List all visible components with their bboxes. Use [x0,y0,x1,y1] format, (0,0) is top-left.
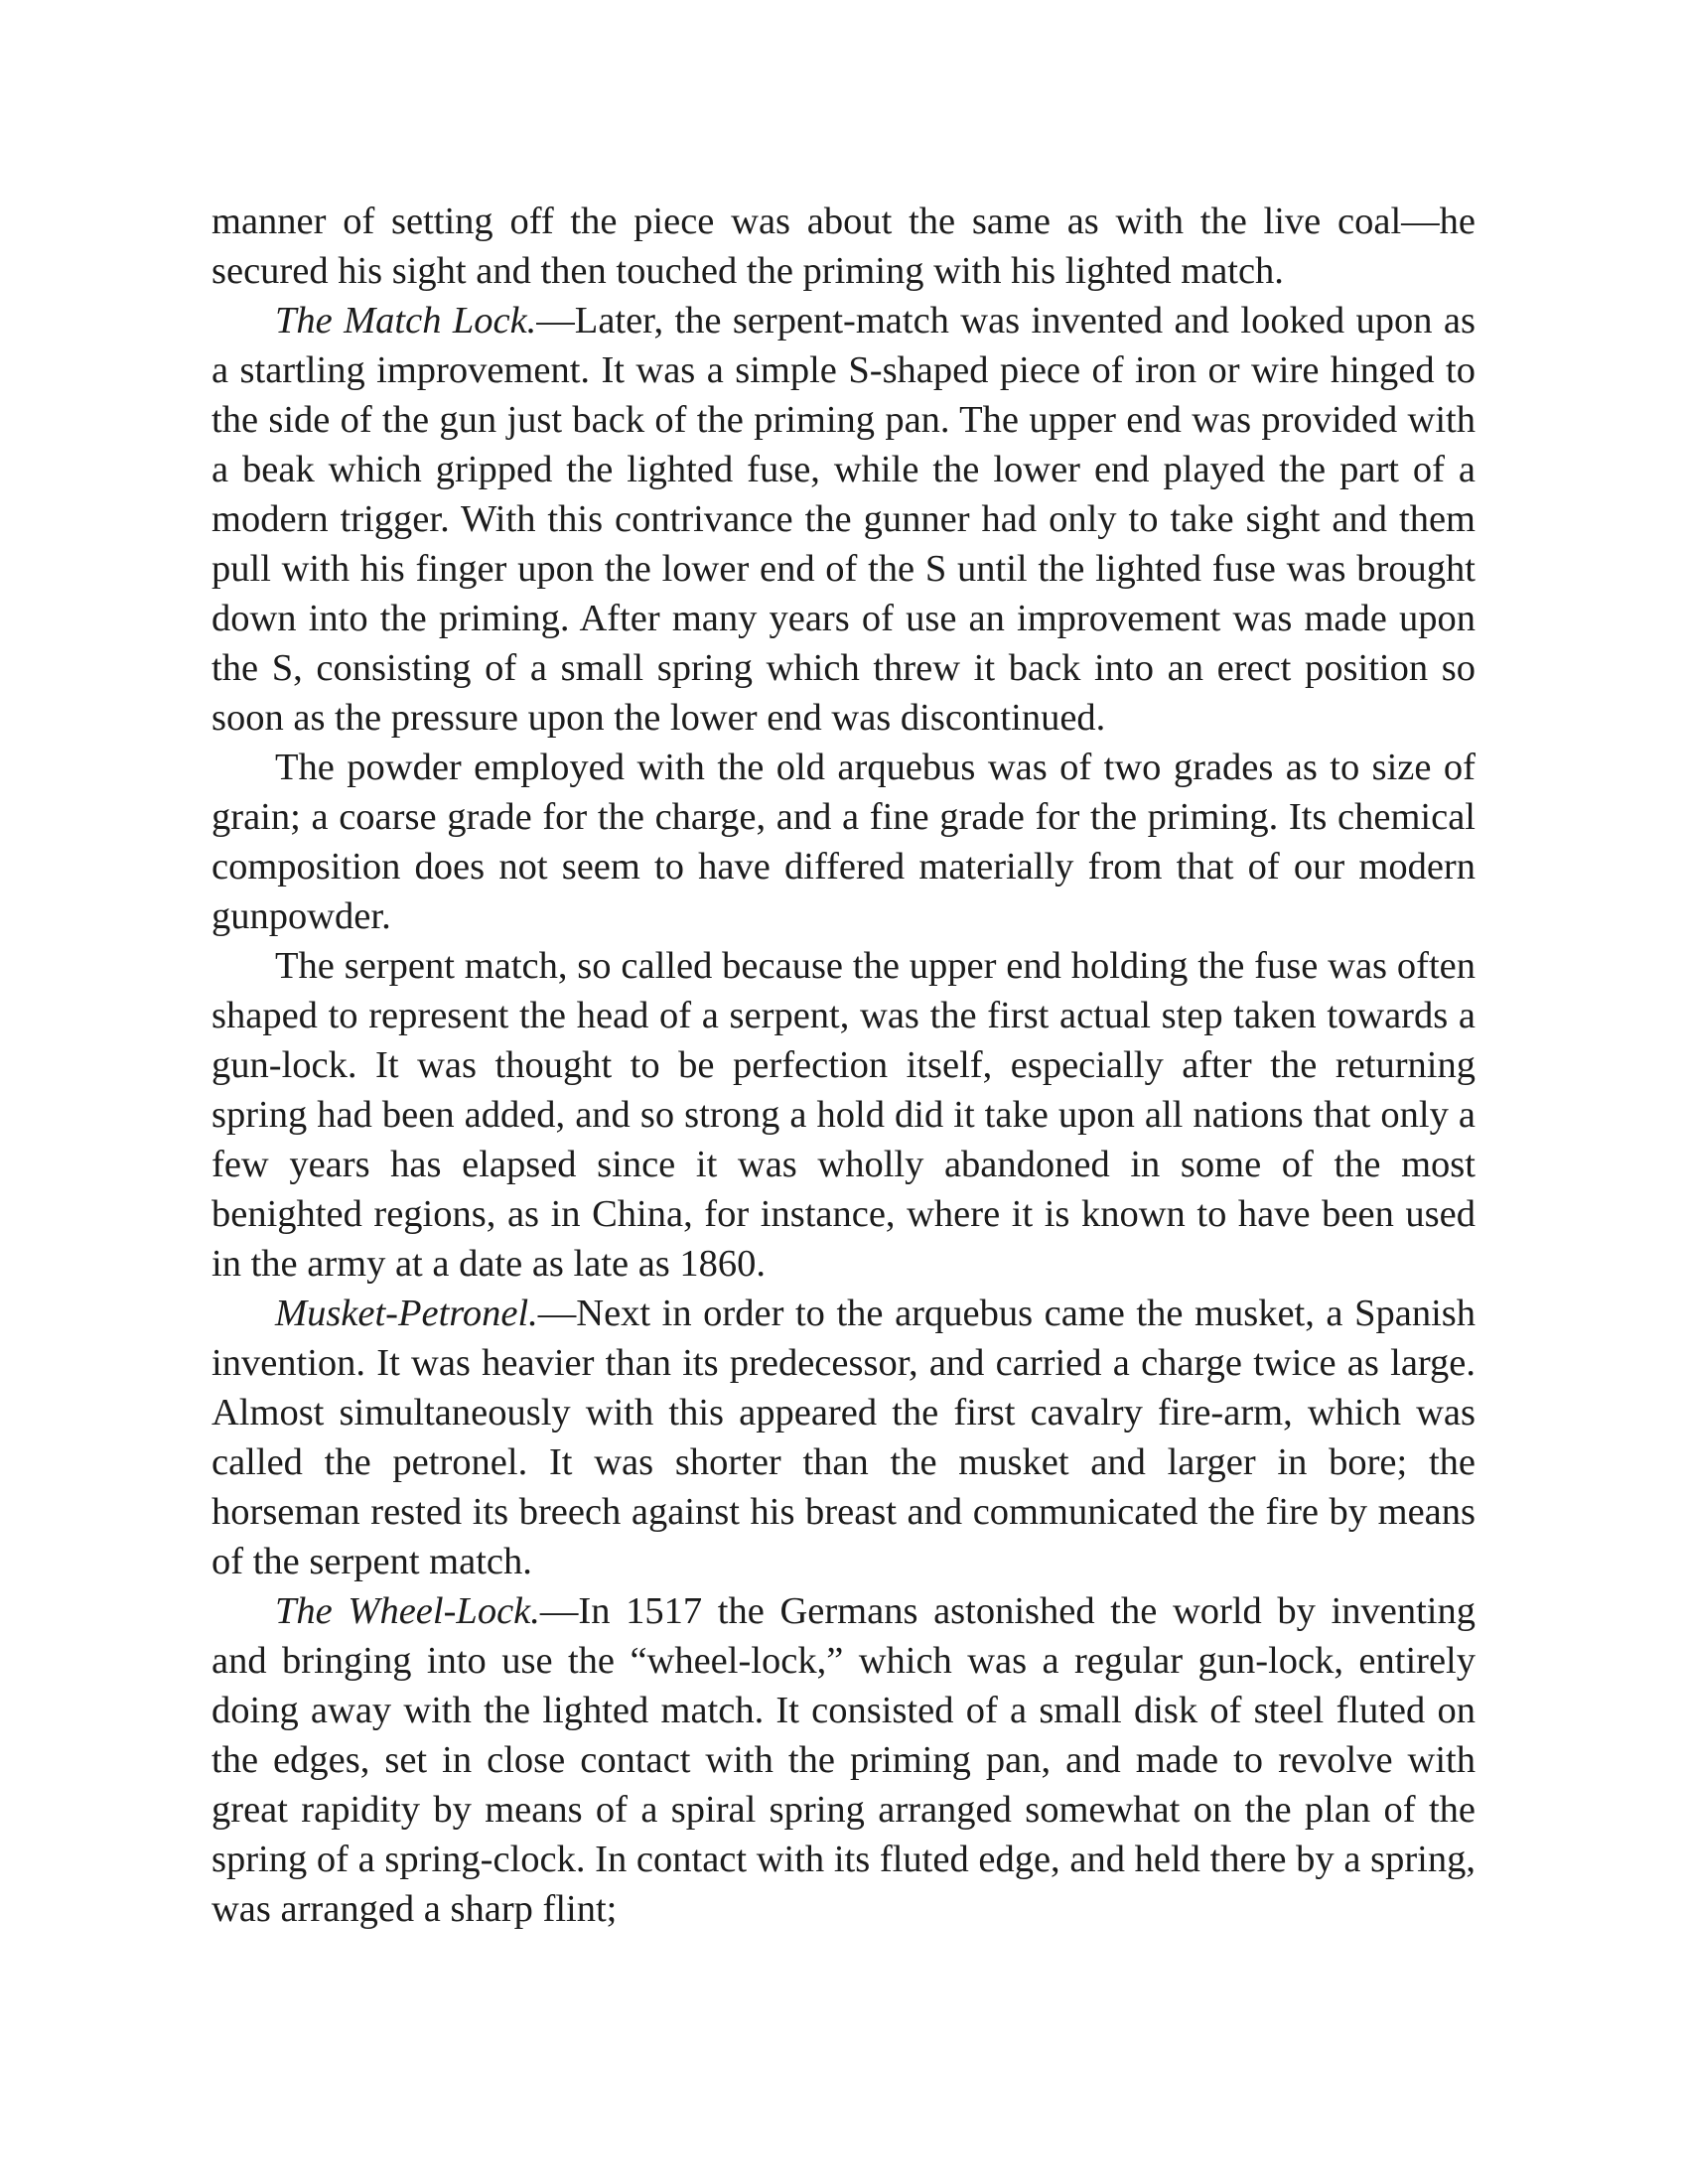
paragraph-text: The serpent match, so called because the upper end holding the fuse was often shaped to represent the head of a serpent, was the first actual step taken towards a gun-lock. It was thought to be perfection itself, especially after the returning spring had been added, and so strong a hold did it take upon all nations that only a few years has elapsed since it was wholly abandoned in some of the most benighted regions, as in China, for instance, where it is known to have been used in the army at a date as late as 1860. [211,945,1476,1285]
paragraph-match-lock [211,296,1476,743]
paragraph-continued [211,197,1476,296]
paragraph-text: manner of setting off the piece was about the same as with the live coal—he secured his sight and then touched the priming with his lighted match. [211,201,1476,292]
paragraph-powder [211,743,1476,941]
run-in-heading: Musket-Petronel. [275,1293,538,1334]
paragraph-wheel-lock [211,1586,1476,1934]
paragraph-text: —Later, the serpent-match was invented and looked upon as a startling improvement. It was a simple S-shaped piece of iron or wire hinged to the side of the gun just back of the priming pan. The upper end was provided with a beak which gripped the lighted fuse, while the lower end played the part of a modern trigger. With this contrivance the gunner had only to take sight and them pull with his finger upon the lower end of the S until the lighted fuse was brought down into the priming. After many years of use an improvement was made upon the S, consisting of a small spring which threw it back into an erect position so soon as the pressure upon the lower end was discontinued. [211,300,1476,739]
paragraph-musket-petronel [211,1289,1476,1586]
paragraph-text: The powder employed with the old arquebus was of two grades as to size of grain; a coarse grade for the charge, and a fine grade for the priming. Its chemical composition does not seem to have differed materially from that of our modern gunpowder. [211,747,1476,937]
paragraph-serpent-match [211,941,1476,1289]
paragraph-text: —In 1517 the Germans astonished the world by inventing and bringing into use the “wheel-lock,” which was a regular gun-lock, entirely doing away with the lighted match. It consisted of a small disk of steel fluted on the edges, set in close contact with the priming pan, and made to revolve with great rapidity by means of a spiral spring arranged somewhat on the plan of the spring of a spring-clock. In contact with its fluted edge, and held there by a spring, was arranged a sharp flint; [211,1590,1477,1930]
run-in-heading: The Wheel-Lock. [275,1590,540,1632]
paragraph-text: —Next in order to the arquebus came the musket, a Spanish invention. It was heavier than its predecessor, and carried a charge twice as large. Almost simultaneously with this appeared the first cavalry fire-arm, which was called the petronel. It was shorter than the musket and larger in bore; the horseman rested its breech against his breast and communicated the fire by means of the serpent match. [211,1293,1476,1582]
page-body [211,197,1476,1934]
run-in-heading: The Match Lock. [275,300,537,341]
